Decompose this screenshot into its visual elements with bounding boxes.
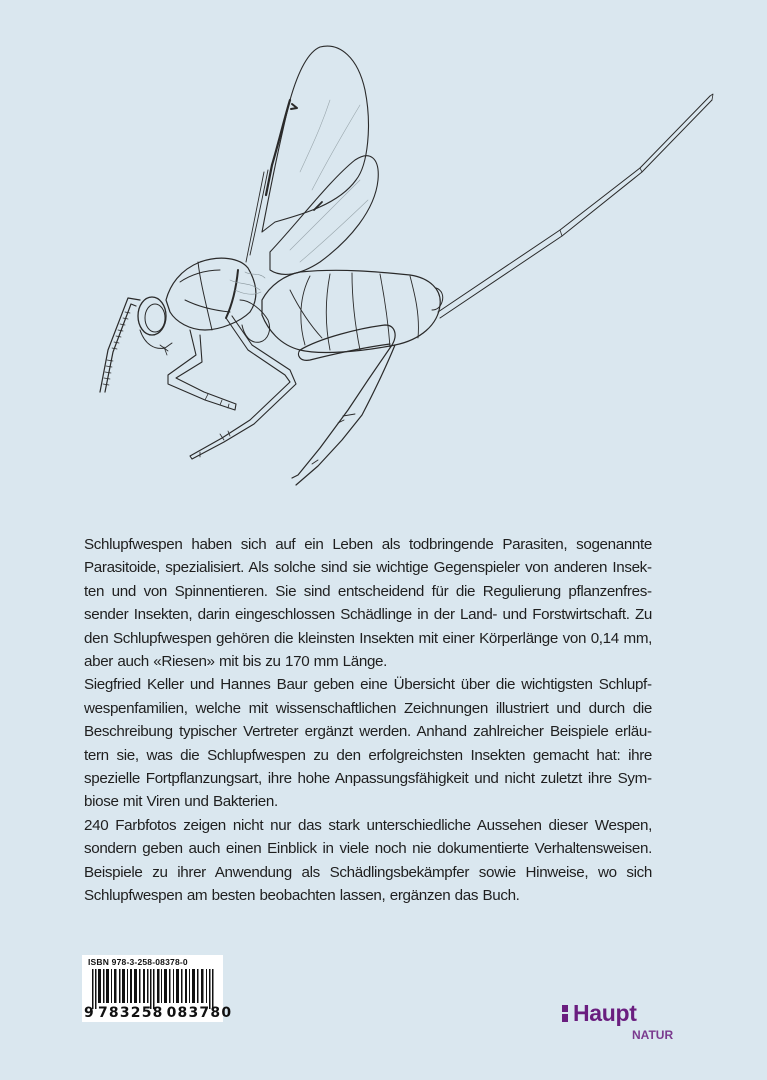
middle-leg <box>190 316 296 459</box>
forewing <box>262 46 368 232</box>
isbn-label: ISBN 978-3-258-08378-0 <box>88 957 188 967</box>
antenna <box>100 298 140 392</box>
publisher-name: Haupt <box>573 1000 637 1026</box>
barcode-digits <box>84 1005 232 1021</box>
isbn-barcode <box>82 955 233 1022</box>
barcode-digits-right: 083780 <box>166 1005 233 1021</box>
hindwing <box>270 156 378 275</box>
wasp-head <box>138 297 166 335</box>
back-cover-blurb <box>84 533 652 908</box>
hind-leg <box>292 325 395 485</box>
barcode-digit-lead: 9 <box>84 1005 95 1021</box>
blurb-paragraph-2: Siegfried Keller und Hannes Baur geben eine Übersicht über die wichtigsten Schlupfwespenfamilien, welche mit wissenschaftlichen Zeichnungen illustriert und durch die Beschreibung typischer Vertreter ergänzt werden. Anhand zahlreicher Beispiele erläutern sie, was die Schlupfwespen zu den erfolgreichsten Insekten gemacht hat: ihre spezielle Fortpflanzungsart, ihre hohe Anpassungsfähigkeit und nicht zuletzt ihre Symbiose mit Viren und Bakterien. <box>84 676 652 811</box>
publisher-logo <box>560 1000 680 1045</box>
blurb-paragraph-1: Schlupfwespen haben sich auf ein Leben als todbringende Parasiten, sogenannte Parasitoide, spezialisiert. Als solche sind sie wichtige Gegenspieler von anderen Insekten und von Spinnentieren. Sie sind entscheidend für die Regulierung pflanzenfressender Insekten, darin eingeschlossen Schädlinge in der Land- und Forstwirtschaft. Zu den Schlupfwespen gehören die kleinsten Insekten mit einer Körperlänge von 0,14 mm, aber auch «Riesen» mit bis zu 170 mm Länge. <box>84 536 652 671</box>
wasp-abdomen <box>262 270 440 352</box>
barcode-digits-left: 783258 <box>97 1005 164 1021</box>
barcode-bars-icon <box>88 969 218 1009</box>
front-leg <box>168 330 236 410</box>
ovipositor <box>438 96 712 318</box>
haupt-mark-icon <box>562 1005 568 1022</box>
wasp-illustration <box>0 0 767 510</box>
blurb-paragraph-3: 240 Farbfotos zeigen nicht nur das stark unterschiedliche Aussehen dieser Wespen, sondern geben auch einen Einblick in viele noch nie dokumentierte Verhaltensweisen. Beispiele zu ihrer Anwendung als Schädlingsbekämpfer sowie Hinweise, wo sich Schlupfwespen am besten beobachten lassen, ergänzen das Buch. <box>84 816 652 905</box>
wasp-thorax <box>166 258 256 330</box>
publisher-imprint: NATUR <box>632 1028 674 1042</box>
